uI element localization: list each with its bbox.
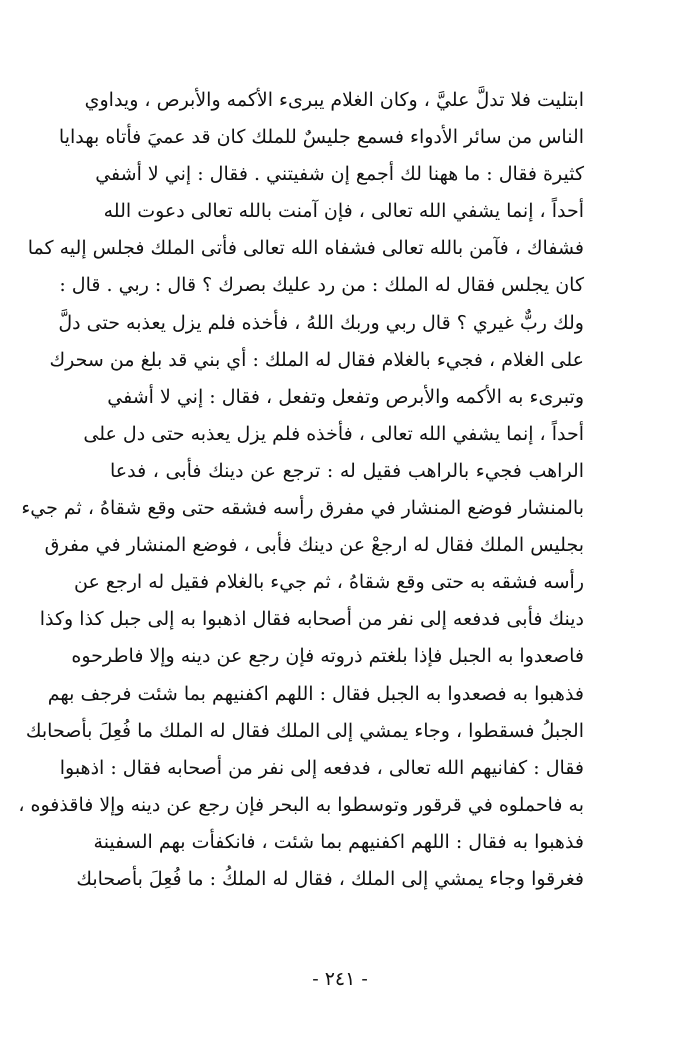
text-line: وتبرىء به الأكمه والأبرص وتفعل وتفعل ، فقال : إني لا أشفي [107,385,584,408]
text-line: ابتليت فلا تدلَّ عليَّ ، وكان الغلام يبرىء الأكمه والأبرص ، ويداوي [84,89,584,111]
text-line: كان يجلس فقال له الملك : من رد عليك بصرك ؟ قال : ربي . قال : [59,274,584,297]
text-line: على الغلام ، فجيء بالغلام فقال له الملك : أي بني قد بلغ من سحرك [49,348,584,371]
text-line: بجليس الملك فقال له ارجعْ عن دينك فأبى ، فوضع المنشار في مفرق [44,534,584,557]
text-line: فقال : كفانيهم الله تعالى ، فدفعه إلى نفر من أصحابه فقال : اذهبوا [59,756,584,779]
text-line: كثيرة فقال : ما ههنا لك أجمع إن شفيتني . فقال : إني لا أشفي [95,163,584,186]
text-line: أحداً ، إنما يشفي الله تعالى ، فأخذه فلم يزل يعذبه حتى دل على [83,422,584,445]
text-line: فشفاك ، فآمن بالله تعالى فشفاه الله تعالى فأتى الملك فجلس إليه كما [27,237,584,260]
text-line: الجبلُ فسقطوا ، وجاء يمشي إلى الملك فقال له الملك ما فُعِلَ بأصحابك [25,719,584,742]
text-line: ولك ربٌّ غيري ؟ قال ربي وربك اللهُ ، فأخذه فلم يزل يعذبه حتى دلَّ [58,311,584,334]
page-number: - ٢٤١ - [312,968,368,990]
body-text [18,82,584,898]
text-line: فاصعدوا به الجبل فإذا بلغتم ذروته فإن رجع عن دينه وإلا فاطرحوه [71,645,584,668]
text-line: رأسه فشقه به حتى وقع شقاهُ ، ثم جيء بالغلام فقيل له ارجع عن [74,571,584,594]
text-line: فغرقوا وجاء يمشي إلى الملك ، فقال له الملكُ : ما فُعِلَ بأصحابك [76,867,584,890]
text-line: بالمنشار فوضع المنشار في مفرق رأسه فشقه حتى وقع شقاهُ ، ثم جيء [21,497,584,520]
text-line: به فاحملوه في قرقور وتوسطوا به البحر فإن رجع عن دينه وإلا فاقذفوه ، [18,793,584,816]
text-line: الناس من سائر الأدواء فسمع جليسٌ للملك كان قد عميَ فأتاه بهدايا [58,126,584,149]
text-line: أحداً ، إنما يشفي الله تعالى ، فإن آمنت بالله تعالى دعوت الله [103,200,584,223]
text-line: الراهب فجيء بالراهب فقيل له : ترجع عن دينك فأبى ، فدعا [110,459,584,482]
text-line: دينك فأبى فدفعه إلى نفر من أصحابه فقال اذهبوا به إلى جبل كذا وكذا [39,608,584,631]
text-line: فذهبوا به فصعدوا به الجبل فقال : اللهم اكفنيهم بما شئت فرجف بهم [47,682,584,705]
text-line: فذهبوا به فقال : اللهم اكفنيهم بما شئت ، فانكفأت بهم السفينة [93,830,584,853]
